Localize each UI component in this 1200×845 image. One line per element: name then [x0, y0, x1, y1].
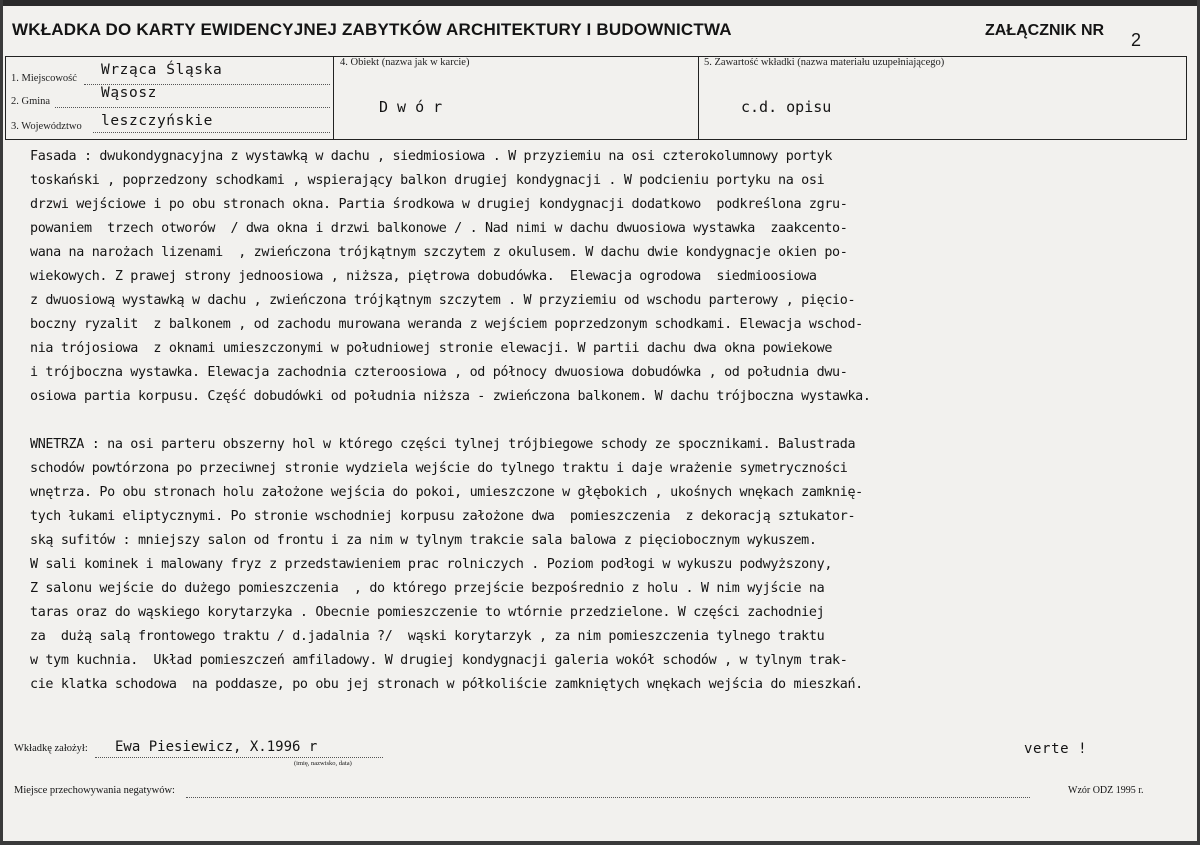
wojewodztwo-label: 3. Województwo: [11, 121, 82, 132]
text-line: i trójboczna wystawka. Elewacja zachodnia czteroosiowa , od północy dwuosiowa dobudówka , od południa dwu-: [30, 365, 848, 380]
wojewodztwo-dots: [93, 132, 330, 133]
text-line: Fasada : dwukondygnacyjna z wystawką w dachu , siedmiosiowa . W przyziemiu na osi czterokolumnowy portyk: [30, 149, 833, 164]
form-divider-1: [333, 56, 334, 140]
obiekt-value: D w ó r: [379, 98, 443, 116]
text-line: wiekowych. Z prawej strony jednoosiowa , niższa, piętrowa dobudówka. Elewacja ogrodowa siedmioosiowa: [30, 269, 817, 284]
text-line: cie klatka schodowa na poddasze, po obu jej stronach w półkoliście zamkniętych wnękach wejścia do mieszkań.: [30, 677, 863, 692]
gmina-label: 2. Gmina: [11, 96, 51, 107]
text-line: powaniem trzech otworów / dwa okna i drzwi balkonowe / . Nad nimi w dachu dwuosiowa wystawka zaakcento-: [30, 221, 848, 236]
miejscowosc-value: Wrząca Śląska: [101, 62, 223, 78]
zalozyl-label: Wkładkę założył:: [14, 743, 88, 754]
text-line: W sali kominek i malowany fryz z przedstawieniem prac rolniczych . Poziom podłogi w wykuszu podwyższony,: [30, 557, 833, 572]
scan-edge-left: [0, 0, 3, 845]
scan-edge-top: [0, 0, 1200, 6]
text-line: schodów powtórzona po przeciwnej stronie wydziela wejście do tylnego traktu i daje wrażenie symetryczności: [30, 461, 848, 476]
text-line: z dwuosiową wystawką w dachu , zwieńczona trójkątnym szczytem . W przyziemiu od wschodu parterowy , pięcio-: [30, 293, 856, 308]
text-line: wana na narożach lizenami , zwieńczona trójkątnym szczytem z okulusem. W dachu dwie kondygnacje okien po-: [30, 245, 848, 260]
text-line: boczny ryzalit z balkonem , od zachodu murowana weranda z wejściem poprzedzonym schodkami. Elewacja wschod-: [30, 317, 863, 332]
zawartosc-value: c.d. opisu: [741, 98, 832, 116]
text-line: nia trójosiowa z oknami umieszczonymi w południowej stronie elewacji. W partii dachu dwa okna powiekowe: [30, 341, 833, 356]
gmina-value: Wąsosz: [101, 85, 157, 101]
verte-note: verte !: [1024, 741, 1088, 757]
text-line: tych łukami eliptycznymi. Po stronie wschodniej korpusu założone dwa pomieszczenia z dekoracją sztukator-: [30, 509, 856, 524]
text-line: w tym kuchnia. Układ pomieszczeń amfiladowy. W drugiej kondygnacji galeria wokół schodów , w tylnym trak-: [30, 653, 848, 668]
text-line: ską sufitów : mniejszy salon od frontu i za nim w tylnym trakcie sala balowa z pięciobocznym wykuszem.: [30, 533, 817, 548]
text-line: toskański , poprzedzony schodkami , wspierający balkon drugiej kondygnacji . W podcieniu portyku na osi: [30, 173, 825, 188]
document-title: WKŁADKA DO KARTY EWIDENCYJNEJ ZABYTKÓW ARCHITEKTURY I BUDOWNICTWA: [12, 20, 732, 39]
miejscowosc-label: 1. Miejscowość: [11, 73, 77, 84]
zalozyl-dots: [95, 757, 383, 758]
scan-edge-bottom: [0, 841, 1200, 845]
text-line: drzwi wejściowe i po obu stronach okna. Partia środkowa w drugiej kondygnacji dodatkowo podkreślona zgru-: [30, 197, 848, 212]
text-line: Z salonu wejście do dużego pomieszczenia , do którego przejście bezpośrednio z holu . W nim wyjście na: [30, 581, 825, 596]
text-line: za dużą salą frontowego traktu / d.jadalnia ?/ wąski korytarzyk , za nim pomieszczenia tylnego traktu: [30, 629, 825, 644]
attachment-number: 2: [1131, 30, 1142, 50]
text-line: WNETRZA : na osi parteru obszerny hol w którego części tylnej trójbiegowe schody ze spocznikami. Balustrada: [30, 437, 856, 452]
zalozyl-caption: (imię, nazwisko, data): [294, 760, 352, 767]
negatywy-dots: [186, 797, 1030, 798]
text-line: wnętrza. Po obu stronach holu założone wejścia do pokoi, umieszczone w głębokich , ukośnych wnękach zamknię-: [30, 485, 863, 500]
form-template-note: Wzór ODZ 1995 r.: [1068, 785, 1144, 796]
zawartosc-label: 5. Zawartość wkładki (nazwa materiału uzupełniającego): [704, 57, 945, 68]
text-line: osiowa partia korpusu. Część dobudówki od południa niższa - zwieńczona balkonem. W dachu trójboczna wystawka.: [30, 389, 871, 404]
form-divider-2: [698, 56, 699, 140]
attachment-label: ZAŁĄCZNIK NR: [985, 22, 1105, 39]
negatywy-label: Miejsce przechowywania negatywów:: [14, 785, 175, 796]
text-line: taras oraz do wąskiego korytarzyka . Obecnie pomieszczenie to wtórnie przedzielone. W części zachodniej: [30, 605, 825, 620]
obiekt-label: 4. Obiekt (nazwa jak w karcie): [340, 57, 470, 68]
gmina-dots: [55, 107, 330, 108]
wojewodztwo-value: leszczyńskie: [101, 113, 213, 129]
zalozyl-value: Ewa Piesiewicz, X.1996 r: [115, 739, 318, 755]
